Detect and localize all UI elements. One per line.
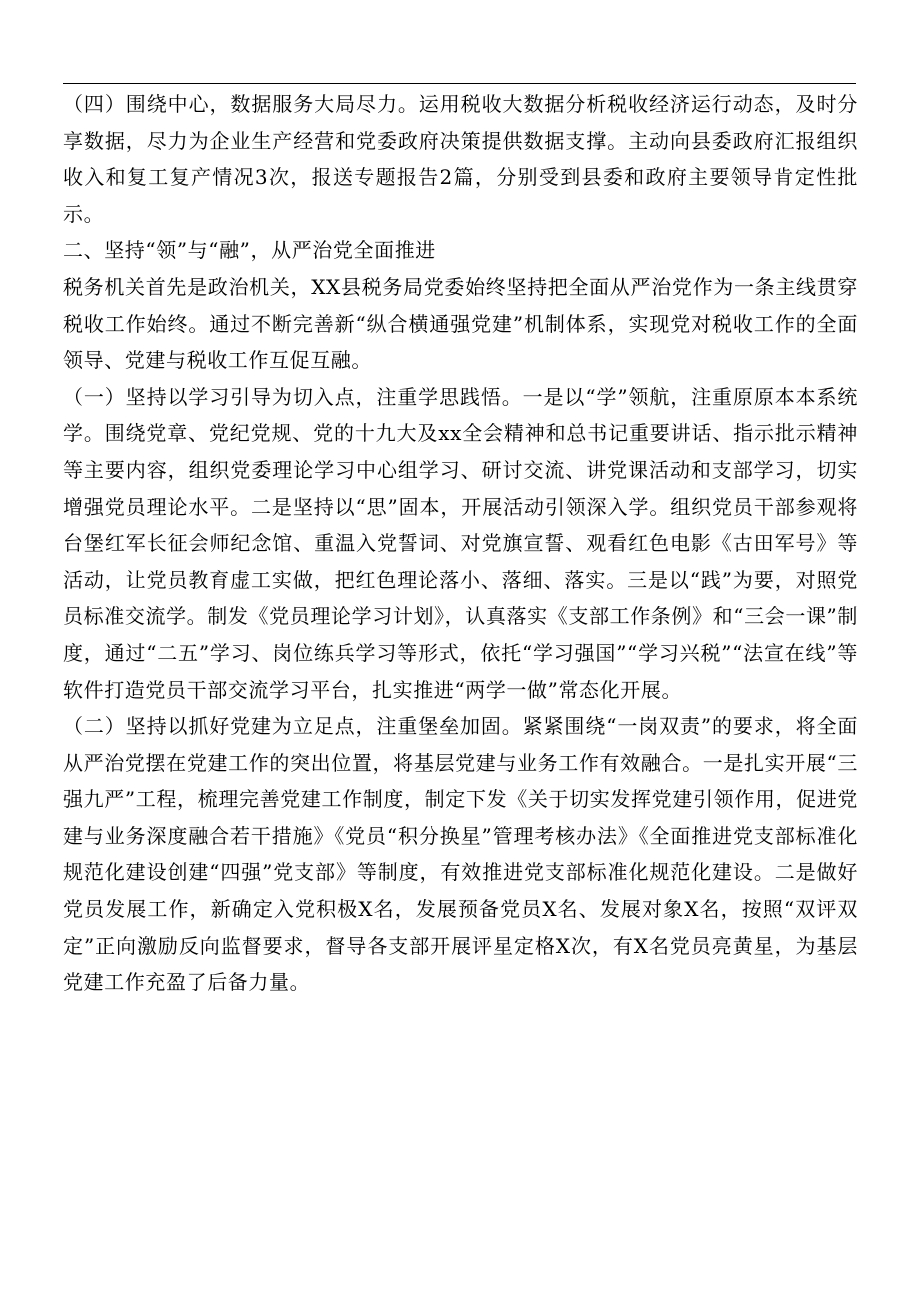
paragraph-party-building: （二）坚持以抓好党建为立足点，注重堡垒加固。紧紧围绕“一岗双责”的要求，将全面从严治党摆在党建工作的突出位置，将基层党建与业务工作有效融合。一是扎实开展“三强九严”工程，梳理完善党建工作制度，制定下发《关于切实发挥党建引领作用，促进党建与业务深度融合若干措施》《党员“积分换星”管理考核办法》《全面推进党支部标准化规范化建设创建“四强”党支部》等制度，有效推进党支部标准化规范化建设。二是做好党员发展工作，新确定入党积极X名，发展预备党员X名、发展对象X名，按照“双评双定”正向激励反向监督要求，督导各支部开展评星定格X次，有X名党员亮黄星，为基层党建工作充盈了后备力量。	[63, 714, 858, 995]
paragraph-data-service: （四）围绕中心，数据服务大局尽力。运用税收大数据分析税收经济运行动态，及时分享数据，尽力为企业生产经营和党委政府决策提供数据支撑。主动向县委政府汇报组织收入和复工复产情况3次，报送专题报告2篇，分别受到县委和政府主要领导肯定性批示。	[63, 92, 858, 226]
document-body	[63, 86, 858, 1001]
paragraph-study-guidance: （一）坚持以学习引导为切入点，注重学思践悟。一是以“学”领航，注重原原本本系统学。围绕党章、党纪党规、党的十九大及xx全会精神和总书记重要讲话、指示批示精神等主要内容，组织党委理论学习中心组学习、研讨交流、讲党课活动和支部学习，切实增强党员理论水平。二是坚持以“思”固本，开展活动引领深入学。组织党员干部参观将台堡红军长征会师纪念馆、重温入党誓词、对党旗宣誓、观看红色电影《古田军号》等活动，让党员教育虚工实做，把红色理论落小、落细、落实。三是以“践”为要，对照党员标准交流学。制发《党员理论学习计划》，认真落实《支部工作条例》和“三会一课”制度，通过“二五”学习、岗位练兵学习等形式，依托“学习强国”“学习兴税”“法宣在线”等软件打造党员干部交流学习平台，扎实推进“两学一做”常态化开展。	[63, 384, 858, 702]
header-rule	[63, 83, 856, 84]
paragraph-section-intro: 税务机关首先是政治机关，XX县税务局党委始终坚持把全面从严治党作为一条主线贯穿税收工作始终。通过不断完善新“纵合横通强党建”机制体系，实现党对税收工作的全面领导、党建与税收工作互促互融。	[63, 274, 858, 373]
section-heading: 二、坚持“领”与“融”，从严治党全面推进	[63, 238, 436, 263]
